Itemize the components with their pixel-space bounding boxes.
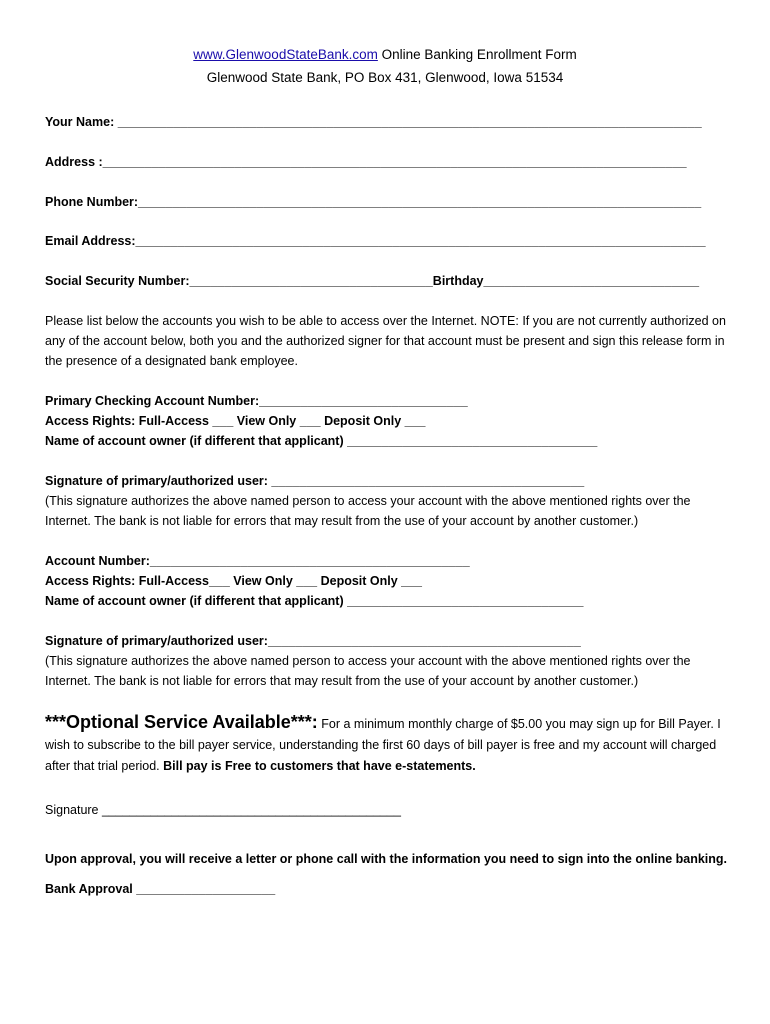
account-owner-field: Name of account owner (if different that applicant) __________________________________ <box>45 594 584 608</box>
primary-account-number-field: Primary Checking Account Number:______________________________ <box>45 394 468 408</box>
address-field: Address :____________________________________________________________________________________ <box>45 155 687 169</box>
primary-access-rights: Access Rights: Full-Access ___ View Only ___ Deposit Only ___ <box>45 414 426 428</box>
optional-service-bold-note: Bill pay is Free to customers that have e-statements. <box>163 759 476 773</box>
primary-disclaimer: (This signature authorizes the above named person to access your account with the above mentioned rights over the Internet. The bank is not liable for errors that may result from the use of your account by another customer.) <box>45 494 691 528</box>
optional-service-paragraph <box>45 712 735 777</box>
bank-website-link[interactable]: www.GlenwoodStateBank.com <box>193 47 378 62</box>
bank-approval-field: Bank Approval ____________________ <box>45 882 276 896</box>
account-access-rights: Access Rights: Full-Access___ View Only ___ Deposit Only ___ <box>45 574 423 588</box>
header-line-1 <box>0 47 770 62</box>
account-signature-field: Signature of primary/authorized user:_____________________________________________ <box>45 634 581 648</box>
primary-account-owner-field: Name of account owner (if different that applicant) ____________________________________ <box>45 434 598 448</box>
account-number-field: Account Number:______________________________________________ <box>45 554 470 568</box>
signature-field: Signature ___________________________________________ <box>45 803 401 817</box>
ssn-birthday-field: Social Security Number:___________________________________Birthday_______________________________ <box>45 274 700 288</box>
email-field: Email Address:__________________________________________________________________________________ <box>45 234 706 248</box>
approval-note: Upon approval, you will receive a letter or phone call with the information you need to sign into the online banking. <box>45 852 728 866</box>
optional-service-text: For a minimum monthly charge of $5.00 you may sign up for Bill Payer. I wish to subscribe to the bill payer service, understanding the first 60 days of bill payer is free and my account will charged after that trial period. <box>45 717 721 773</box>
bank-address: Glenwood State Bank, PO Box 431, Glenwood, Iowa 51534 <box>206 70 564 85</box>
phone-field: Phone Number:_________________________________________________________________________________ <box>45 195 702 209</box>
name-field: Your Name: ____________________________________________________________________________________ <box>45 115 702 129</box>
account-disclaimer: (This signature authorizes the above named person to access your account with the above mentioned rights over the Internet. The bank is not liable for errors that may result from the use of your account by another customer.) <box>45 654 691 688</box>
optional-service-heading: ***Optional Service Available***: <box>45 712 318 732</box>
form-title: Online Banking Enrollment Form <box>377 47 577 62</box>
primary-signature-field: Signature of primary/authorized user: _____________________________________________ <box>45 474 585 488</box>
instructions-paragraph: Please list below the accounts you wish to be able to access over the Internet. NOTE: If you are not currently authorized on any of the account below, both you and the authorized signer for that account must be present and sign this release form in the presence of a designated bank employee. <box>45 314 726 368</box>
